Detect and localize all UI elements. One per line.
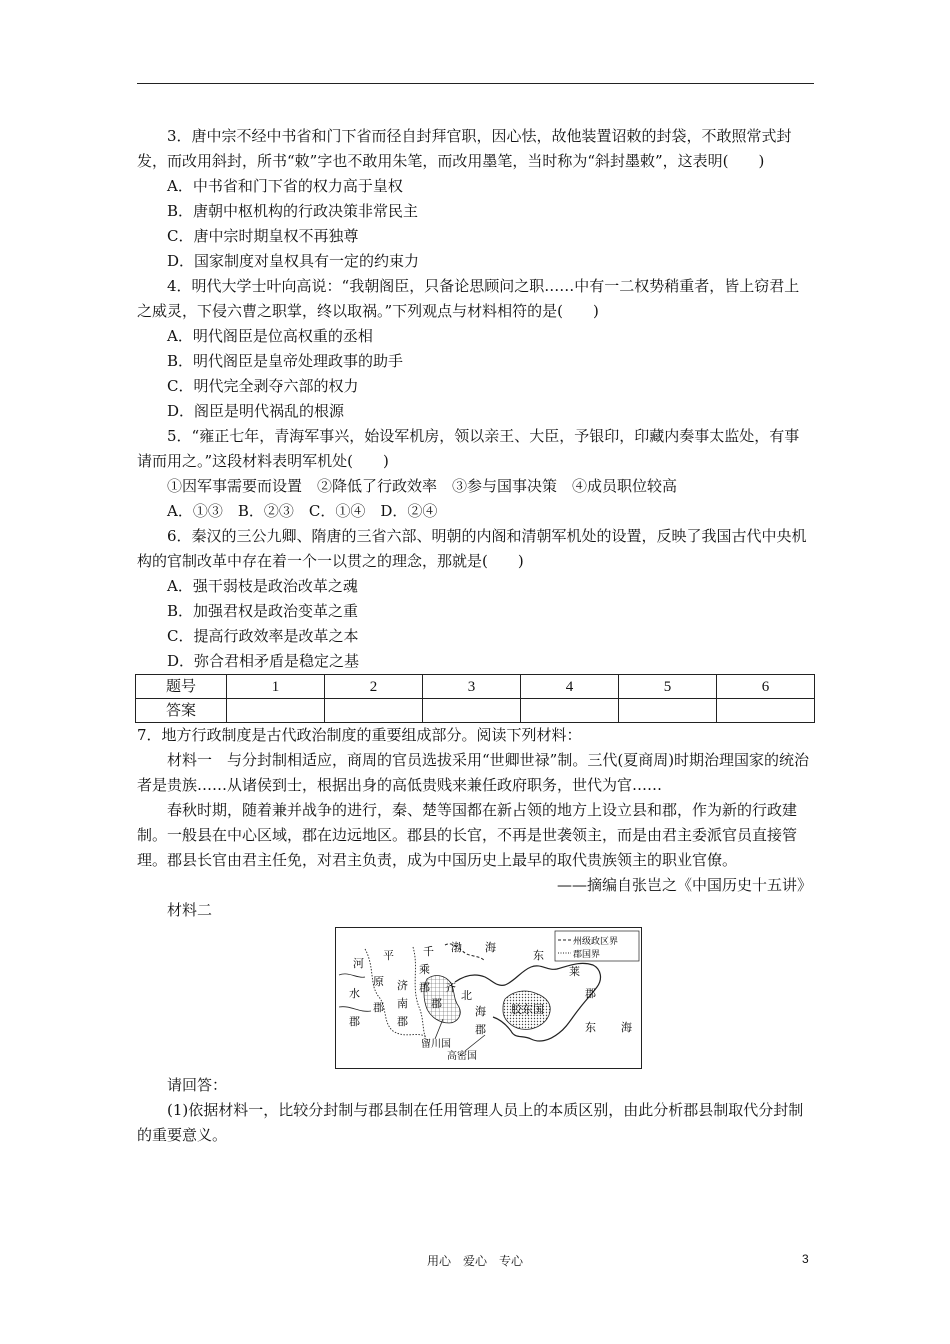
- map-label: 郡: [373, 1001, 384, 1014]
- map-label: 东: [585, 1021, 596, 1034]
- map-label: 海: [475, 1005, 486, 1018]
- q6-option-c: C．提高行政效率是改革之本: [167, 627, 359, 645]
- map-label: 郡: [431, 997, 442, 1010]
- answer-row-header: 答案: [136, 699, 227, 723]
- map-figure: [335, 927, 642, 1069]
- question-number-cell: 5: [619, 675, 717, 699]
- answer-table-answer-row: [136, 699, 815, 723]
- q4-option-c: C．明代完全剥夺六部的权力: [167, 377, 359, 395]
- q4-option-b: B．明代阁臣是皇帝处理政事的助手: [167, 352, 404, 370]
- map-label: 北: [461, 989, 472, 1002]
- number-row-header: 题号: [136, 675, 227, 699]
- q7-stem: 7．地方行政制度是古代政治制度的重要组成部分。阅读下列材料：: [137, 726, 582, 744]
- q5-items: ①因军事需要而设置 ②降低了行政效率 ③参与国事决策 ④成员职位较高: [167, 477, 678, 495]
- answer-table-number-row: [136, 675, 815, 699]
- answer-cell[interactable]: [227, 699, 325, 723]
- map-label: 千: [423, 945, 434, 958]
- answer-cell[interactable]: [619, 699, 717, 723]
- material-one-source: ——摘编自张岂之《中国历史十五讲》: [556, 876, 812, 894]
- q3-option-d: D．国家制度对皇权具有一定的约束力: [167, 252, 420, 270]
- map-label: 河: [353, 957, 364, 970]
- q3-option-a: A．中书省和门下省的权力高于皇权: [167, 177, 403, 195]
- q6-option-d: D．弥合君相矛盾是稳定之基: [167, 652, 360, 670]
- map-label: 渤: [451, 941, 462, 954]
- q6-stem: 6．秦汉的三公九卿、隋唐的三省六部、明朝的内阁和清朝军机处的设置，反映了我国古代中央机构的官制改革中存在着一个一以贯之的理念，那就是( ): [137, 527, 807, 570]
- map-label: 留川国: [421, 1039, 451, 1050]
- map-label: 郡: [349, 1015, 360, 1028]
- han-commandery-map: [335, 927, 642, 1069]
- question-prompt: 请回答：: [167, 1076, 228, 1094]
- footer-motto: 用心 爱心 专心: [426, 1254, 523, 1268]
- map-label: 莱: [569, 965, 580, 978]
- map-label: 郡: [475, 1023, 486, 1036]
- q6-option-b: B．加强君权是政治变革之重: [167, 602, 359, 620]
- map-label: 南: [397, 997, 408, 1010]
- map-label: 郡: [397, 1015, 408, 1028]
- q4-option-a: A．明代阁臣是位高权重的丞相: [167, 327, 373, 345]
- map-label: 济: [397, 979, 408, 992]
- material-one-paragraph-2: 春秋时期，随着兼并战争的进行，秦、楚等国都在新占领的地方上设立县和郡，作为新的行政建制。一般县在中心区域，郡在边远地区。郡县的长官，不再是世袭领主，而是由君主委派官员直接管理。郡县长官由君主任免，对君主负责，成为中国历史上最早的取代贵族领主的职业官僚。: [137, 801, 798, 869]
- question-number-cell: 1: [227, 675, 325, 699]
- question-number-cell: 4: [521, 675, 619, 699]
- material-two-label: 材料二: [167, 901, 213, 919]
- map-label: 平: [383, 949, 394, 962]
- question-number-cell: 2: [325, 675, 423, 699]
- page-number: 3: [802, 1252, 809, 1266]
- map-label: 海: [621, 1021, 632, 1034]
- answer-cell[interactable]: [521, 699, 619, 723]
- map-label: 乘: [419, 963, 430, 976]
- q7-sub-question-1: (1)依据材料一，比较分封制与郡县制在任用管理人员上的本质区别，由此分析郡县制取代分封制的重要意义。: [137, 1101, 804, 1144]
- q5-options: A．①③ B．②③ C．①④ D．②④: [167, 502, 438, 520]
- question-number-cell: 6: [717, 675, 815, 699]
- map-label: 郡: [585, 987, 596, 1000]
- map-label: 郡: [419, 981, 430, 994]
- q3-option-b: B．唐朝中枢机构的行政决策非常民主: [167, 202, 419, 220]
- answer-table: [135, 674, 815, 723]
- map-label: 东: [533, 949, 544, 962]
- question-number-cell: 3: [423, 675, 521, 699]
- header-rule: [137, 83, 814, 84]
- map-label: 齐: [445, 981, 456, 994]
- legend-state-label: 州级政区界: [573, 937, 619, 947]
- q3-option-c: C．唐中宗时期皇权不再独尊: [167, 227, 359, 245]
- answer-cell[interactable]: [717, 699, 815, 723]
- answer-cell[interactable]: [325, 699, 423, 723]
- q4-option-d: D．阁臣是明代祸乱的根源: [167, 402, 345, 420]
- map-label: 海: [485, 941, 496, 954]
- material-one-paragraph-1: 材料一 与分封制相适应，商周的官员选拔采用“世卿世禄”制。三代(夏商周)时期治理国家的统治者是贵族……从诸侯到士，根据出身的高低贵贱来兼任政府职务，世代为官……: [137, 751, 810, 794]
- map-label: 水: [349, 987, 360, 1000]
- answer-cell[interactable]: [423, 699, 521, 723]
- legend-commandery-label: 郡国界: [573, 950, 601, 960]
- map-label: 原: [373, 975, 384, 988]
- map-label: 胶东国: [511, 1003, 544, 1016]
- map-label: 高密国: [447, 1051, 477, 1062]
- q4-stem: 4．明代大学士叶向高说：“我朝阁臣，只备论思顾问之职……中有一二权势稍重者，皆上窃君上之威灵，下侵六曹之职掌，终以取祸。”下列观点与材料相符的是( ): [137, 277, 800, 320]
- q6-option-a: A．强干弱枝是政治改革之魂: [167, 577, 358, 595]
- q3-stem: 3．唐中宗不经中书省和门下省而径自封拜官职，因心怯，故他装置诏敕的封袋，不敢照常式封发，而改用斜封，所书“敕”字也不敢用朱笔，而改用墨笔，当时称为“斜封墨敕”，这表明( ): [137, 127, 792, 170]
- q5-stem: 5．“雍正七年，青海军事兴，始设军机房，领以亲王、大臣，予银印，印藏内奏事太监处，有事请而用之。”这段材料表明军机处( ): [137, 427, 800, 470]
- document-body: [137, 124, 814, 1148]
